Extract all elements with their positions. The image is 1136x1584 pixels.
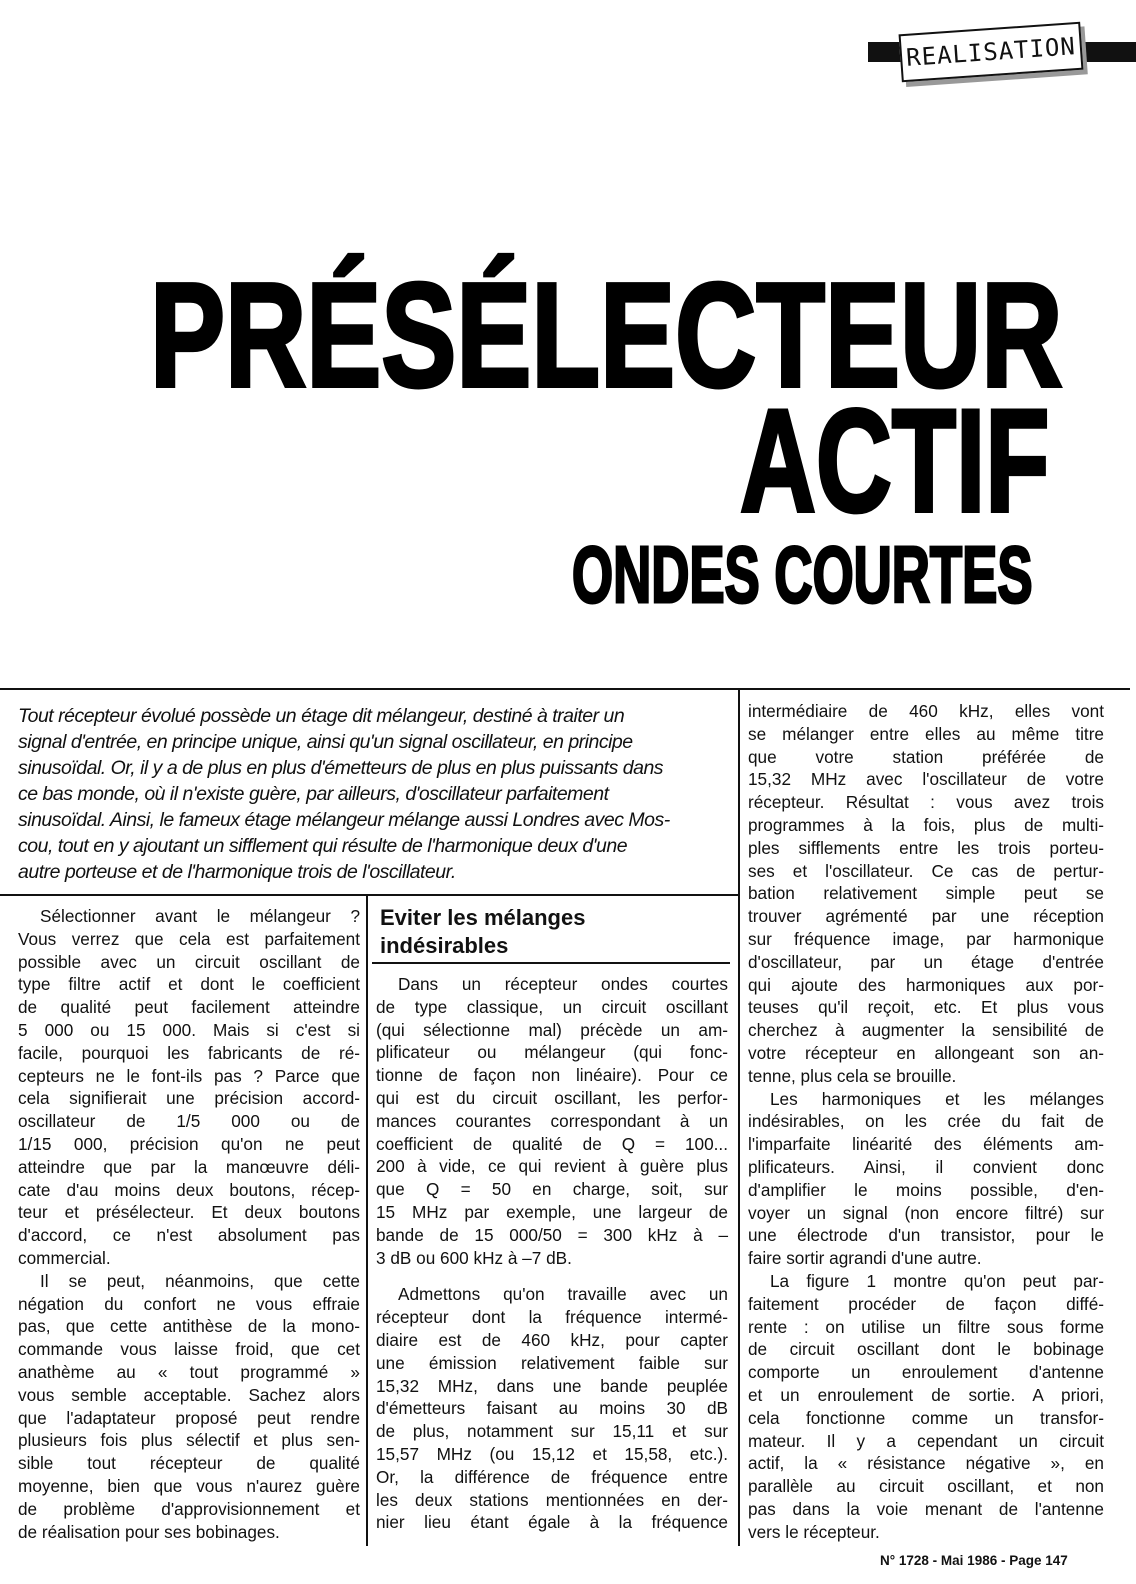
text-line: une émission relativement faible sur xyxy=(376,1352,728,1373)
section-heading-line-2: indésirables xyxy=(380,933,509,958)
text-line: plificateur ou mélangeur (qui fonc- xyxy=(376,1042,728,1063)
text-line: vers le récepteur. xyxy=(748,1521,880,1542)
text-line: voyer un signal (non encore filtré) sur xyxy=(748,1202,1104,1223)
intro-paragraph xyxy=(18,703,730,885)
text-line: actif, la « résistance négative », en xyxy=(748,1453,1104,1474)
text-line: intermédiaire de 460 kHz, elles vont xyxy=(748,701,1104,721)
paragraph xyxy=(18,905,360,1270)
text-line: 3 dB ou 600 kHz à –7 dB. xyxy=(376,1247,572,1268)
article-title-line-2: ACTIF xyxy=(740,379,1050,542)
text-line: que Q = 50 en charge, soit, sur xyxy=(376,1179,728,1200)
article-title-line-1: PRÉSÉLECTEUR xyxy=(150,253,1063,418)
text-column-3 xyxy=(748,700,1104,1543)
paragraph xyxy=(748,700,1104,1088)
text-line: de qualité peut facilement atteindre xyxy=(18,997,360,1018)
text-line: indésirables, on les crée du fait de xyxy=(748,1111,1104,1132)
text-line: parallèle au circuit oscillant, et non xyxy=(748,1476,1104,1497)
text-line: pas dans la voie menant de l'antenne xyxy=(748,1498,1104,1519)
text-line: 5 000 ou 15 000. Mais si c'est si xyxy=(18,1019,360,1040)
text-line: cela fonctionne comme un transfor- xyxy=(748,1407,1104,1428)
text-line: 200 à vide, ce qui revient à guère plus xyxy=(376,1156,728,1177)
text-line: négation du confort ne vous effraie xyxy=(18,1293,360,1314)
section-label: REALISATION xyxy=(899,22,1084,83)
text-line: nier lieu étant égale à la fréquence xyxy=(376,1512,728,1533)
text-line: commande vous laisse froid, que cet xyxy=(18,1339,360,1360)
paragraph xyxy=(748,1088,1104,1270)
text-line: et un enroulement de sortie. A priori, xyxy=(748,1384,1104,1405)
text-line: plusieurs fois plus sélectif et plus sen- xyxy=(18,1430,360,1451)
text-line: faire sortir agrandi d'une autre. xyxy=(748,1248,982,1269)
text-line: de plus, notamment sur 15,11 et sur xyxy=(376,1421,728,1442)
section-heading-line-1: Eviter les mélanges xyxy=(380,905,586,930)
text-line: bation relativement simple peut se xyxy=(748,883,1104,904)
text-line: 15 MHz par exemple, une largeur de xyxy=(376,1201,728,1222)
text-line: Admettons qu'on travaille avec un xyxy=(398,1284,728,1305)
text-line: 15,32 MHz avec l'oscillateur de votre xyxy=(748,769,1104,790)
text-line: de type classique, un circuit oscillant xyxy=(376,996,728,1017)
text-line: moyenne, bien que vous n'aurez guère xyxy=(18,1475,360,1496)
text-line: 15,32 MHz, dans une bande peuplée xyxy=(376,1375,728,1396)
paragraph-gap xyxy=(376,1269,728,1283)
text-line: cela signifierait une précision accord- xyxy=(18,1088,360,1109)
text-line: programmes à la fois, plus de multi- xyxy=(748,814,1104,835)
intro-line: Tout récepteur évolué possède un étage dit mélangeur, destiné à traiter un xyxy=(18,705,625,727)
text-line: oscillateur de 1/5 000 ou de xyxy=(18,1111,360,1132)
text-line: vous semble acceptable. Sachez alors xyxy=(18,1384,360,1405)
text-line: Sélectionner avant le mélangeur ? xyxy=(40,906,360,926)
intro-line: autre porteuse et de l'harmonique trois de l'oscillateur. xyxy=(18,861,456,883)
intro-line: sinusoïdal. Ainsi, le fameux étage mélangeur mélange aussi Londres avec Mos- xyxy=(18,809,670,831)
text-line: d'émetteurs faisant au moins 30 dB xyxy=(376,1398,728,1419)
text-line: possible avec un circuit oscillant de xyxy=(18,951,360,972)
text-line: tenne, plus cela se brouille. xyxy=(748,1065,957,1086)
text-line: d'oscillateur, par un étage d'entrée xyxy=(748,951,1104,972)
text-line: mances courantes correspondant à un xyxy=(376,1110,728,1131)
text-line: sible tout récepteur de qualité xyxy=(18,1453,360,1474)
text-line: l'imparfaite linéarité des éléments am- xyxy=(748,1134,1104,1155)
text-line: diaire est de 460 kHz, pour capter xyxy=(376,1329,728,1350)
text-line: Il se peut, néanmoins, que cette xyxy=(40,1270,360,1291)
text-line: votre récepteur en allongeant son an- xyxy=(748,1042,1104,1063)
intro-line: cou, tout en y ajoutant un sifflement qui résulte de l'harmonique deux d'une xyxy=(18,835,628,857)
text-line: commercial. xyxy=(18,1247,111,1268)
text-line: (qui sélectionne mal) précède un am- xyxy=(376,1019,728,1040)
divider-top xyxy=(0,688,1130,690)
text-line: anathème au « tout programmé » xyxy=(18,1361,360,1382)
text-line: d'accord, ce n'est absolument pas xyxy=(18,1225,360,1246)
text-line: atteindre que par la manœuvre déli- xyxy=(18,1156,360,1177)
paragraph xyxy=(376,1283,728,1534)
text-line: d'amplifier le moins possible, d'en- xyxy=(748,1179,1104,1200)
page-footer: N° 1728 - Mai 1986 - Page 147 xyxy=(880,1553,1068,1568)
intro-line: signal d'entrée, en principe unique, ainsi qu'un signal oscillateur, en principe xyxy=(18,731,633,753)
text-line: de circuit oscillant dont le bobinage xyxy=(748,1339,1104,1360)
text-line: ses et l'oscillateur. Ce cas de pertur- xyxy=(748,860,1104,881)
divider-col3 xyxy=(738,688,740,1546)
text-line: qui ajoute des harmoniques aux por- xyxy=(748,974,1104,995)
text-column-1 xyxy=(18,905,360,1543)
text-line: récepteur. Résultat : vous avez trois xyxy=(748,792,1104,813)
text-line: plificateurs. Ainsi, il convient donc xyxy=(748,1156,1104,1177)
text-line: que l'adaptateur proposé peut rendre xyxy=(18,1407,360,1428)
text-line: La figure 1 montre qu'on peut par- xyxy=(770,1270,1104,1291)
section-heading xyxy=(372,898,730,964)
divider-intro xyxy=(0,894,739,896)
divider-col2 xyxy=(366,894,368,1546)
text-line: de problème d'approvisionnement et xyxy=(18,1498,360,1519)
paragraph xyxy=(18,1270,360,1544)
text-line: Dans un récepteur ondes courtes xyxy=(398,974,728,994)
text-line: cherchez à augmenter la sensibilité de xyxy=(748,1020,1104,1041)
intro-line: sinusoïdal. Or, il y a de plus en plus d'émetteurs de plus en plus puissants dans xyxy=(18,757,664,779)
text-line: 15,57 MHz (ou 15,12 et 15,58, etc.). xyxy=(376,1443,728,1464)
text-line: coefficient de qualité de Q = 100... xyxy=(376,1133,728,1154)
text-line: bande de 15 000/50 = 300 kHz à – xyxy=(376,1224,728,1245)
text-line: que votre station préférée de xyxy=(748,746,1104,767)
text-line: Les harmoniques et les mélanges xyxy=(770,1088,1104,1109)
text-line: teuses qu'il reçoit, etc. Et plus vous xyxy=(748,997,1104,1018)
text-line: 1/15 000, précision qu'on ne peut xyxy=(18,1133,360,1154)
text-line: une électrode d'un transistor, pour le xyxy=(748,1225,1104,1246)
text-line: facile, pourquoi les fabricants de ré- xyxy=(18,1042,360,1063)
text-line: se mélanger entre elles au même titre xyxy=(748,723,1104,744)
paragraph xyxy=(748,1270,1104,1544)
text-line: teur et présélecteur. Et deux boutons xyxy=(18,1202,360,1223)
text-line: qui est du circuit oscillant, les perfor- xyxy=(376,1087,728,1108)
text-line: tionne de façon non linéaire). Pour ce xyxy=(376,1065,728,1086)
text-line: Vous verrez que cela est parfaitement xyxy=(18,928,360,949)
text-line: sur fréquence image, par harmonique xyxy=(748,928,1104,949)
text-line: les deux stations mentionnées en der- xyxy=(376,1489,728,1510)
text-line: mateur. Il y a cependant un circuit xyxy=(748,1430,1104,1451)
text-line: récepteur dont la fréquence intermé- xyxy=(376,1307,728,1328)
text-line: type filtre actif et dont le coefficient xyxy=(18,974,360,995)
text-line: comporte un enroulement d'antenne xyxy=(748,1362,1104,1383)
article-subtitle: ONDES COURTES xyxy=(572,530,1033,619)
text-line: Or, la différence de fréquence entre xyxy=(376,1466,728,1487)
paragraph xyxy=(376,973,728,1269)
text-line: cepteurs ne le font-ils pas ? Parce que xyxy=(18,1065,360,1086)
text-line: ples sifflements entre les trois porteu- xyxy=(748,837,1104,858)
text-line: trouver agrémenté par une réception xyxy=(748,906,1104,927)
text-line: cate d'au moins deux boutons, récep- xyxy=(18,1179,360,1200)
text-column-2 xyxy=(376,973,728,1534)
text-line: faitement procéder de façon diffé- xyxy=(748,1293,1104,1314)
text-line: de réalisation pour ses bobinages. xyxy=(18,1521,280,1542)
text-line: rente : on utilise un filtre sous forme xyxy=(748,1316,1104,1337)
intro-line: ce bas monde, où il n'existe guère, par ailleurs, d'oscillateur parfaitement xyxy=(18,783,609,805)
text-line: pas, que cette antithèse de la mono- xyxy=(18,1316,360,1337)
